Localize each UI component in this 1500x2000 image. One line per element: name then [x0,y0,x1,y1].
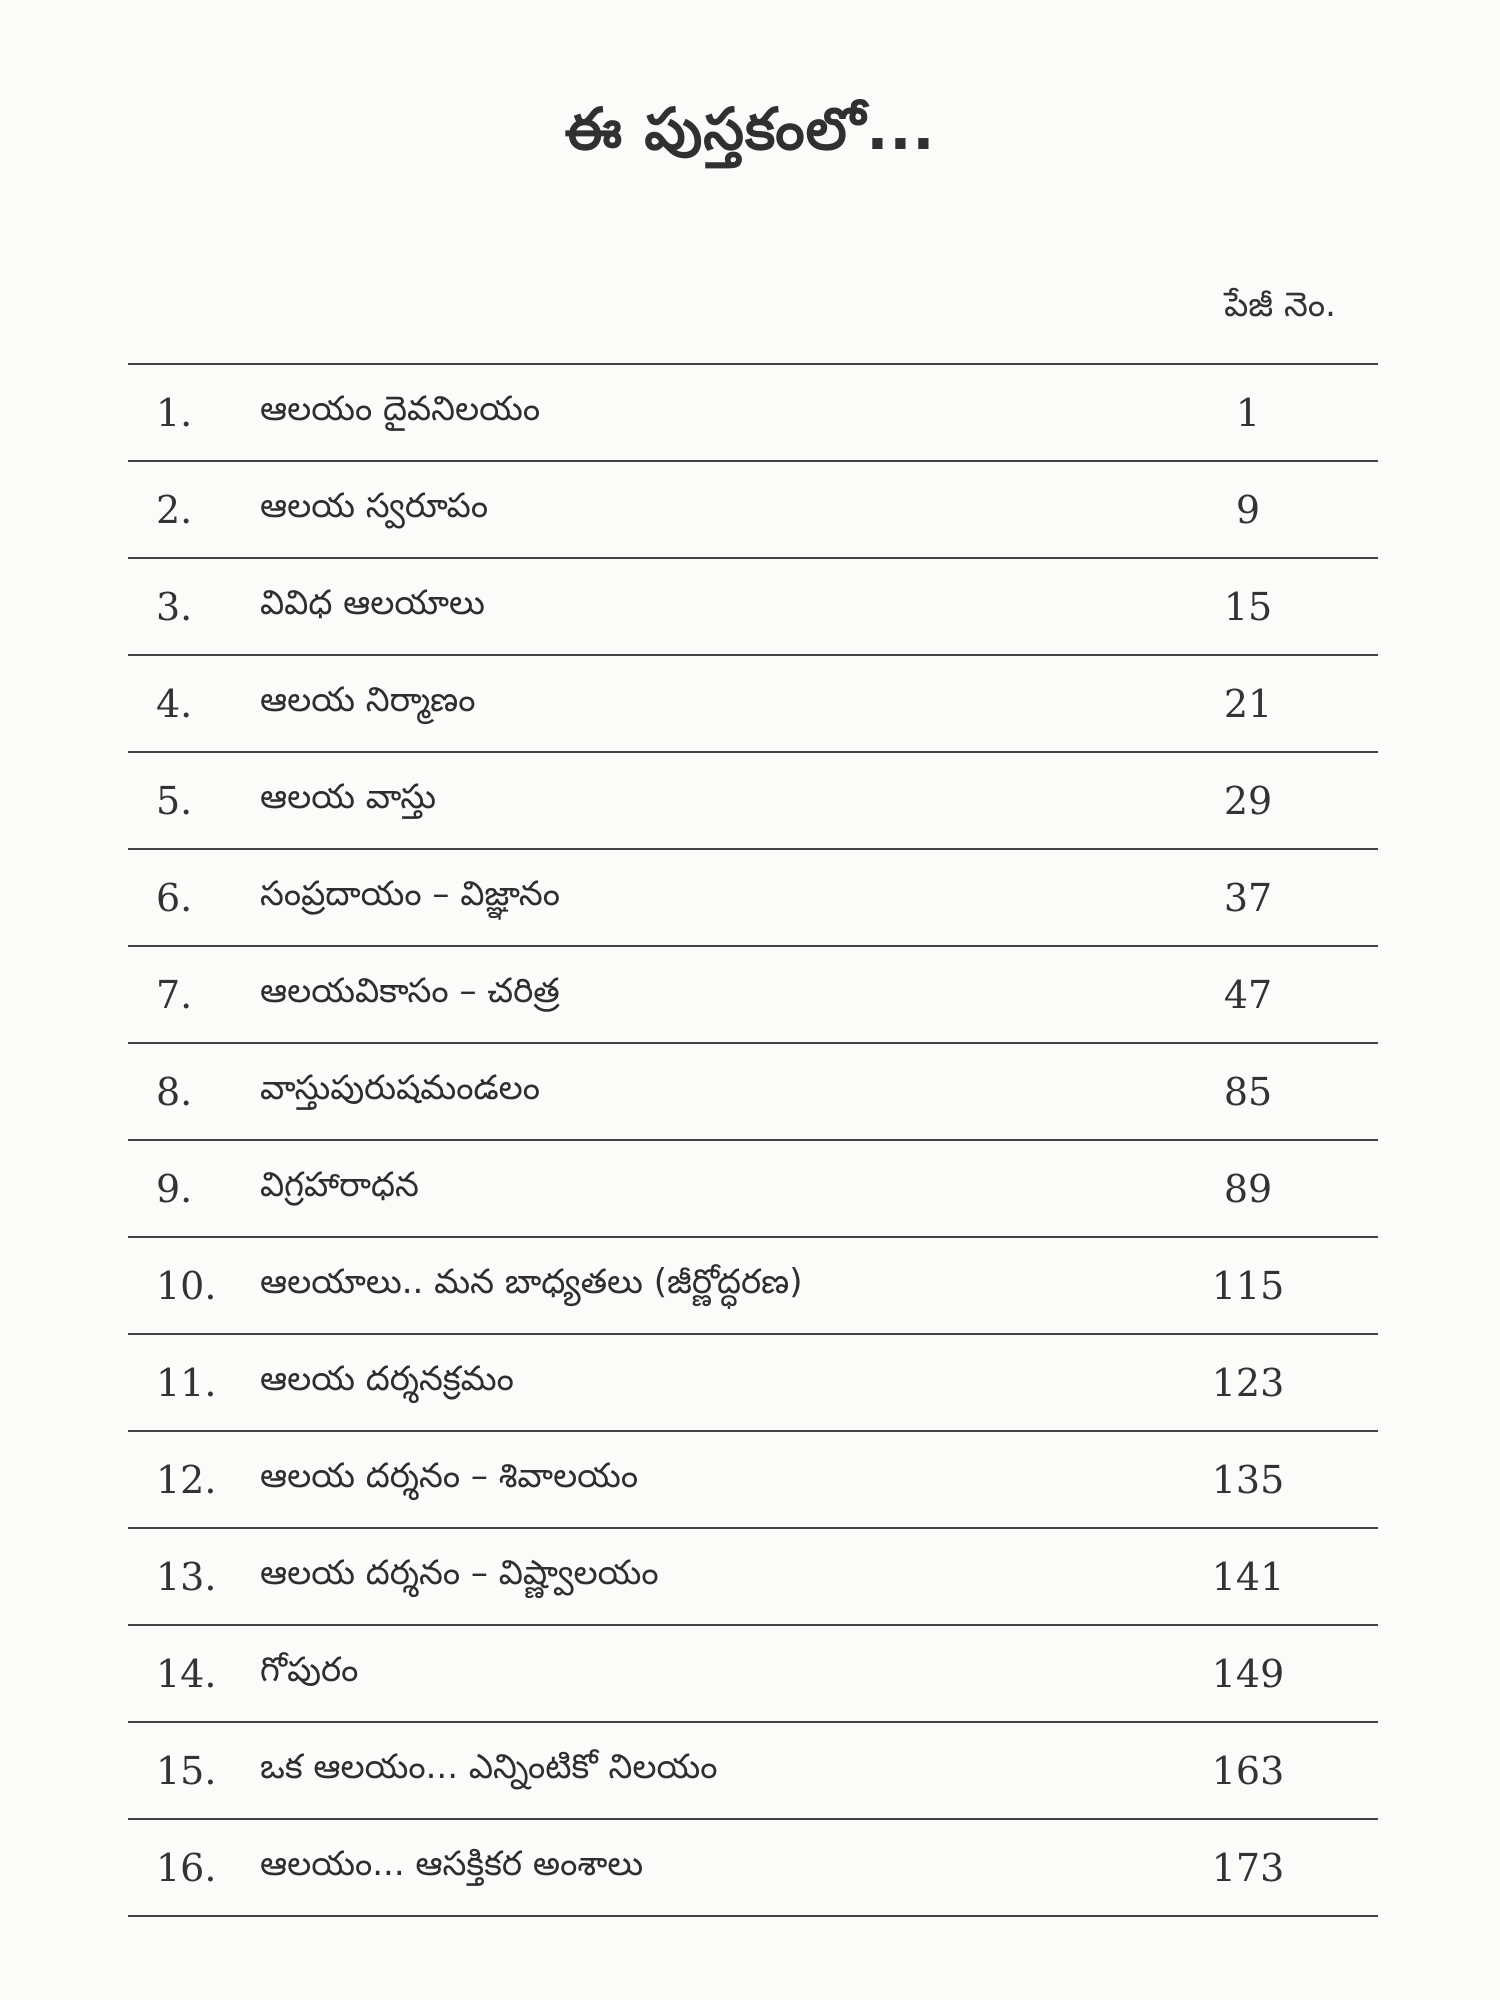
toc-chapter-number: 12. [156,1457,217,1502]
toc-chapter-title: ఒక ఆలయం... ఎన్నింటికో నిలయం [260,1746,718,1787]
toc-row [128,850,1378,947]
toc-chapter-number: 1. [156,390,193,435]
toc-page-number: 173 [1211,1845,1285,1890]
toc-row [128,753,1378,850]
toc-chapter-number: 2. [156,487,193,532]
toc-chapter-number: 3. [156,584,193,629]
toc-chapter-number: 7. [156,972,193,1017]
page-title: ఈ పుస్తకంలో... [564,95,936,163]
toc-row [128,1238,1378,1335]
toc-chapter-number: 13. [156,1554,217,1599]
toc-chapter-number: 6. [156,875,193,920]
toc-chapter-number: 10. [156,1263,217,1308]
toc-chapter-title: ఆలయ దర్శనక్రమం [260,1358,514,1399]
toc-chapter-title: వాస్తుపురుషమండలం [260,1067,541,1108]
toc-row [128,1626,1378,1723]
toc-row [128,365,1378,462]
toc-page-number: 135 [1211,1457,1285,1502]
toc-page-number: 37 [1223,875,1273,920]
toc-chapter-title: ఆలయం... ఆసక్తికర అంశాలు [260,1843,644,1884]
toc-chapter-title: ఆలయవికాసం – చరిత్ర [260,970,560,1011]
toc-row [128,1529,1378,1626]
toc-row [128,1335,1378,1432]
toc-chapter-title: ఆలయ నిర్మాణం [260,679,476,720]
page-number-column-header: పేజీ నెం. [1224,285,1336,325]
toc-page-number: 85 [1223,1069,1273,1114]
toc-page-number: 163 [1211,1748,1285,1793]
toc-row [128,1723,1378,1820]
toc-row [128,947,1378,1044]
toc-page-number: 89 [1223,1166,1273,1211]
table-of-contents [128,363,1378,1917]
toc-page-number: 9 [1235,487,1261,532]
toc-chapter-title: గోపురం [260,1649,359,1690]
toc-chapter-title: ఆలయ దర్శనం – శివాలయం [260,1455,639,1496]
toc-row [128,656,1378,753]
toc-row [128,1141,1378,1238]
toc-page-number: 141 [1211,1554,1285,1599]
toc-page-number: 115 [1211,1263,1285,1308]
toc-chapter-title: ఆలయ స్వరూపం [260,485,489,526]
toc-chapter-title: ఆలయ వాస్తు [260,776,436,817]
toc-row [128,1820,1378,1917]
toc-page-number: 123 [1211,1360,1285,1405]
toc-chapter-title: సంప్రదాయం – విజ్ఞానం [260,873,561,914]
toc-chapter-number: 16. [156,1845,217,1890]
toc-row [128,1432,1378,1529]
toc-chapter-number: 15. [156,1748,217,1793]
toc-page-number: 15 [1223,584,1273,629]
toc-chapter-number: 8. [156,1069,193,1114]
toc-chapter-number: 11. [156,1360,217,1405]
toc-chapter-title: వివిధ ఆలయాలు [260,582,485,623]
toc-chapter-title: ఆలయ దర్శనం – విష్ణ్వాలయం [260,1552,659,1593]
toc-page-number: 47 [1223,972,1273,1017]
toc-chapter-title: ఆలయం దైవనిలయం [260,388,541,429]
toc-chapter-number: 9. [156,1166,193,1211]
toc-page-number: 29 [1223,778,1273,823]
toc-row [128,1044,1378,1141]
toc-chapter-title: విగ్రహారాధన [260,1164,419,1205]
toc-page-number: 1 [1235,390,1261,435]
toc-chapter-title: ఆలయాలు.. మన బాధ్యతలు (జీర్ణోద్ధరణ) [260,1261,803,1302]
toc-page-number: 21 [1223,681,1273,726]
toc-chapter-number: 14. [156,1651,217,1696]
toc-chapter-number: 4. [156,681,193,726]
toc-page-number: 149 [1211,1651,1285,1696]
toc-row [128,559,1378,656]
toc-row [128,462,1378,559]
toc-chapter-number: 5. [156,778,193,823]
